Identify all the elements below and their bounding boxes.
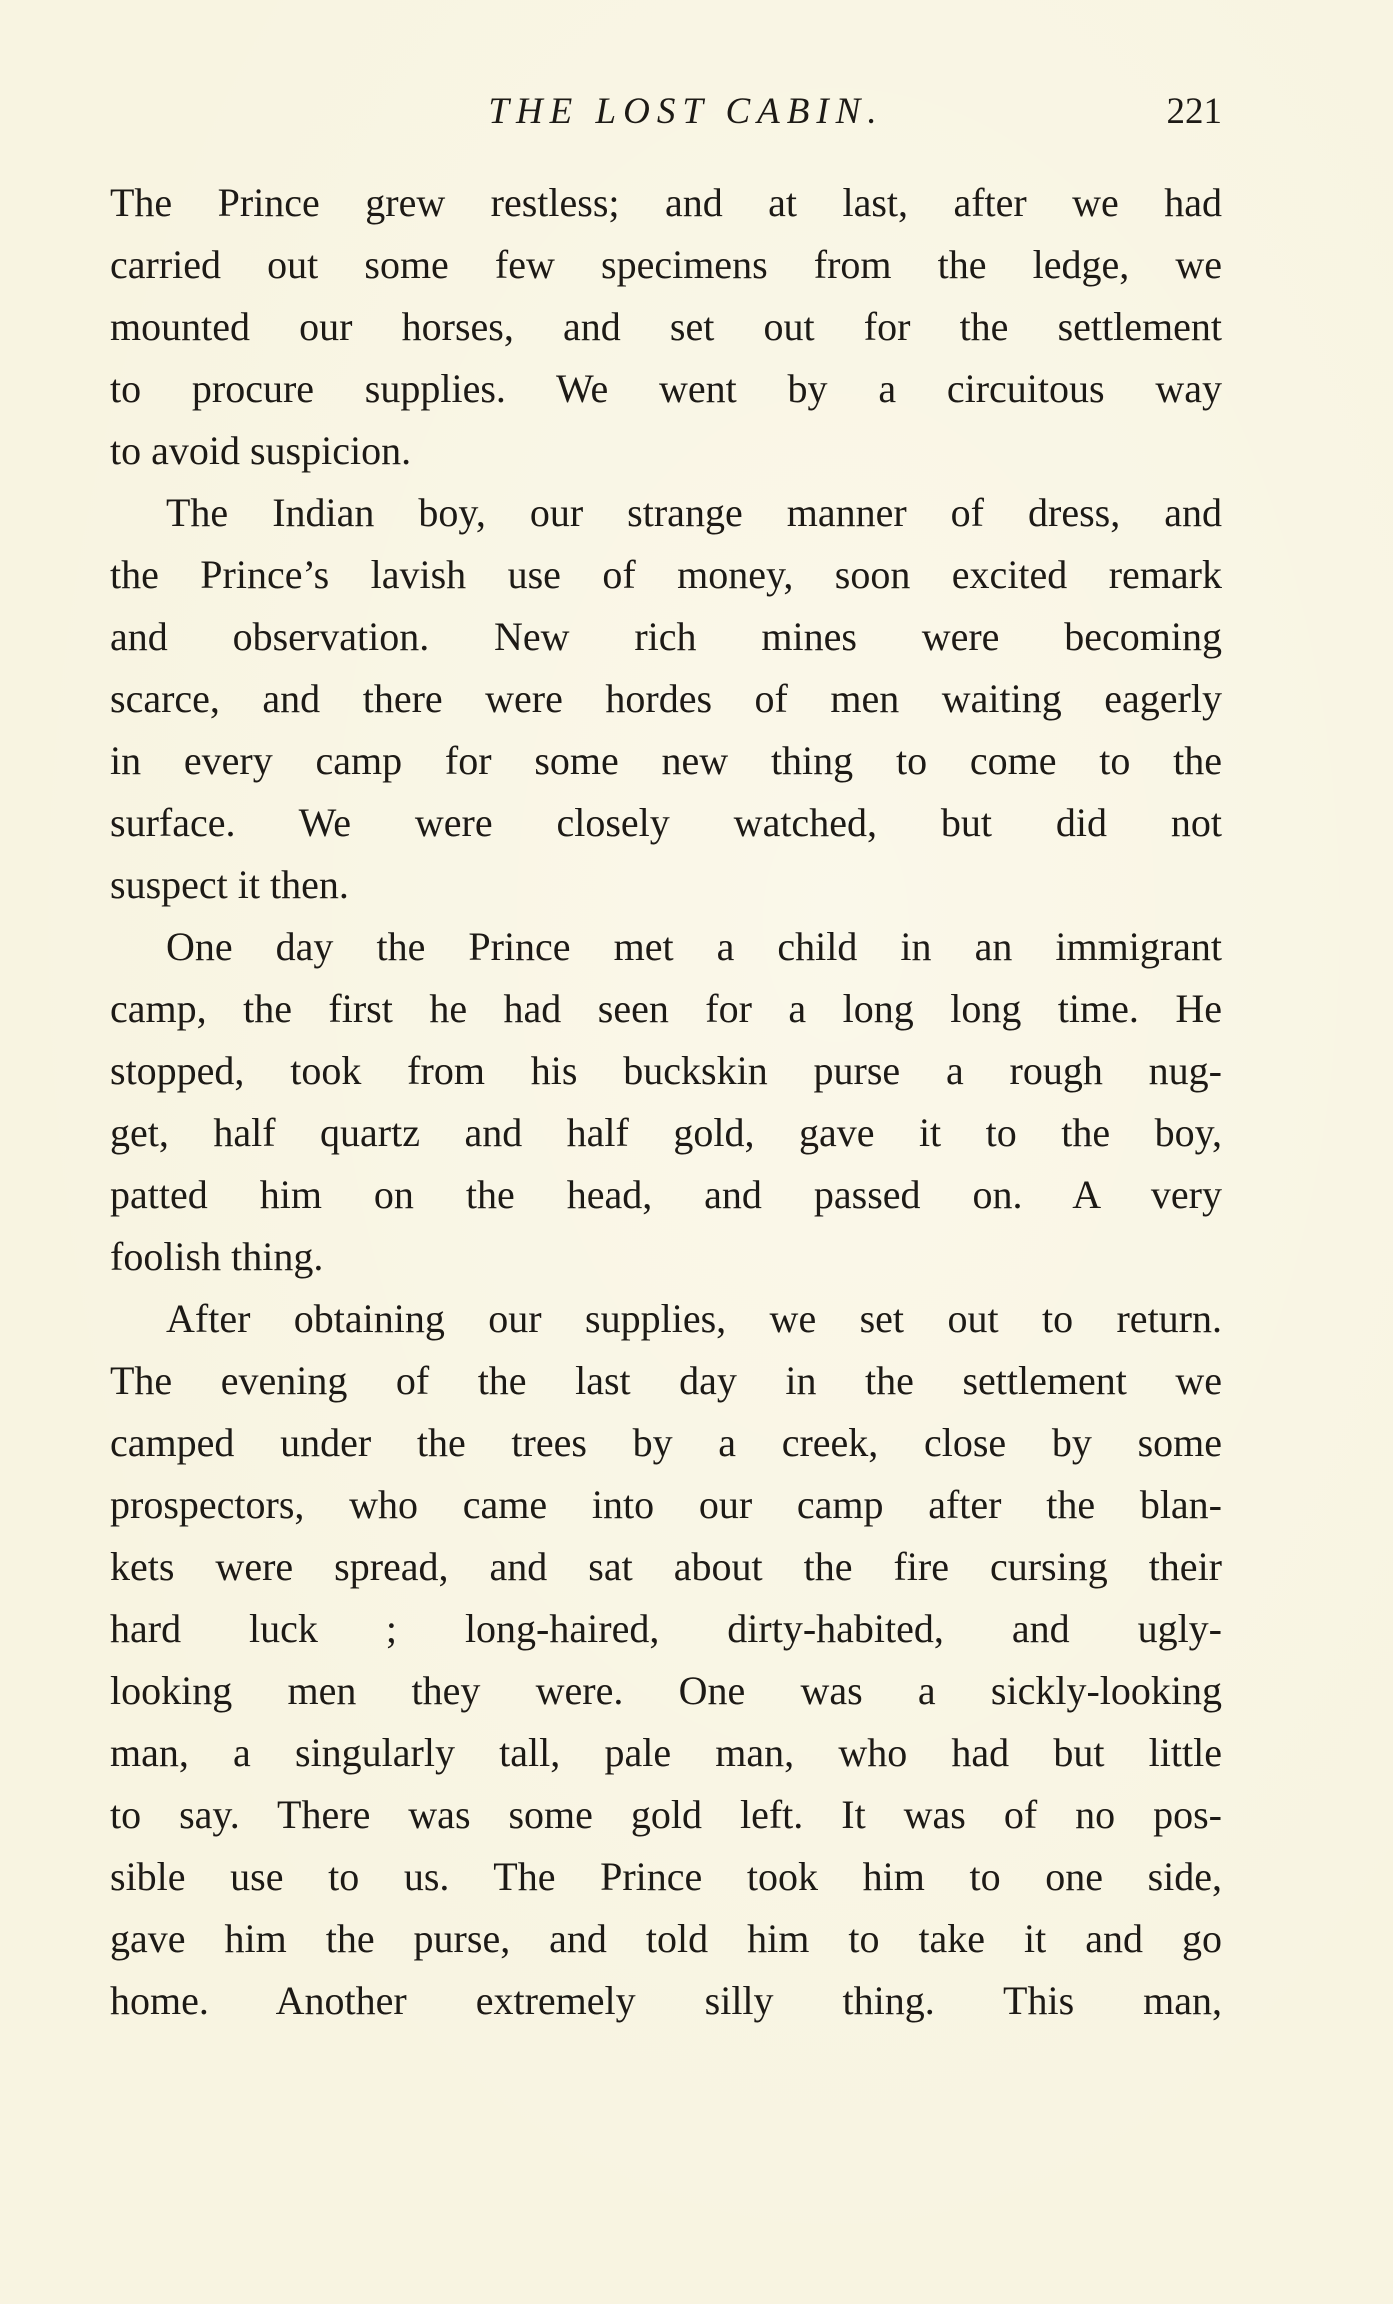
text-line: get, half quartz and half gold, gave it to the boy, [110, 1110, 1222, 1155]
running-title: THE LOST CABIN. [488, 91, 884, 132]
text-line: to say. There was some gold left. It was of no pos- [110, 1792, 1222, 1837]
text-line: suspect it then. [110, 862, 349, 907]
page-number: 221 [1166, 91, 1222, 132]
text-line: looking men they were. One was a sickly-looking [110, 1668, 1222, 1713]
text-line: to avoid suspicion. [110, 428, 412, 473]
text-line: kets were spread, and sat about the fire cursing their [110, 1544, 1222, 1589]
text-line: the Prince’s lavish use of money, soon excited remark [110, 552, 1222, 597]
body-text [110, 172, 1222, 2032]
text-line: After obtaining our supplies, we set out to return. [166, 1296, 1222, 1341]
text-line: prospectors, who came into our camp after the blan- [110, 1482, 1222, 1527]
text-line: hard luck ; long-haired, dirty-habited, and ugly- [110, 1606, 1222, 1651]
text-line: carried out some few specimens from the ledge, we [110, 242, 1222, 287]
text-line: man, a singularly tall, pale man, who had but little [110, 1730, 1222, 1775]
text-line: to procure supplies. We went by a circuitous way [110, 366, 1222, 411]
text-line: patted him on the head, and passed on. A very [110, 1172, 1222, 1217]
text-line: One day the Prince met a child in an immigrant [166, 924, 1222, 969]
running-head [110, 82, 1222, 142]
text-line: stopped, took from his buckskin purse a rough nug- [110, 1048, 1222, 1093]
text-line: sible use to us. The Prince took him to one side, [110, 1854, 1222, 1899]
text-line: foolish thing. [110, 1234, 324, 1279]
text-line: gave him the purse, and told him to take it and go [110, 1916, 1222, 1961]
text-line: and observation. New rich mines were becoming [110, 614, 1222, 659]
text-line: The Indian boy, our strange manner of dress, and [166, 490, 1222, 535]
text-line: in every camp for some new thing to come to the [110, 738, 1222, 783]
text-line: The Prince grew restless; and at last, after we had [110, 180, 1222, 225]
text-line: The evening of the last day in the settlement we [110, 1358, 1222, 1403]
text-line: home. Another extremely silly thing. This man, [110, 1978, 1222, 2023]
text-line: surface. We were closely watched, but did not [110, 800, 1222, 845]
text-line: camp, the first he had seen for a long long time. He [110, 986, 1222, 1031]
text-line: mounted our horses, and set out for the settlement [110, 304, 1222, 349]
text-line: scarce, and there were hordes of men waiting eagerly [110, 676, 1222, 721]
text-line: camped under the trees by a creek, close by some [110, 1420, 1222, 1465]
